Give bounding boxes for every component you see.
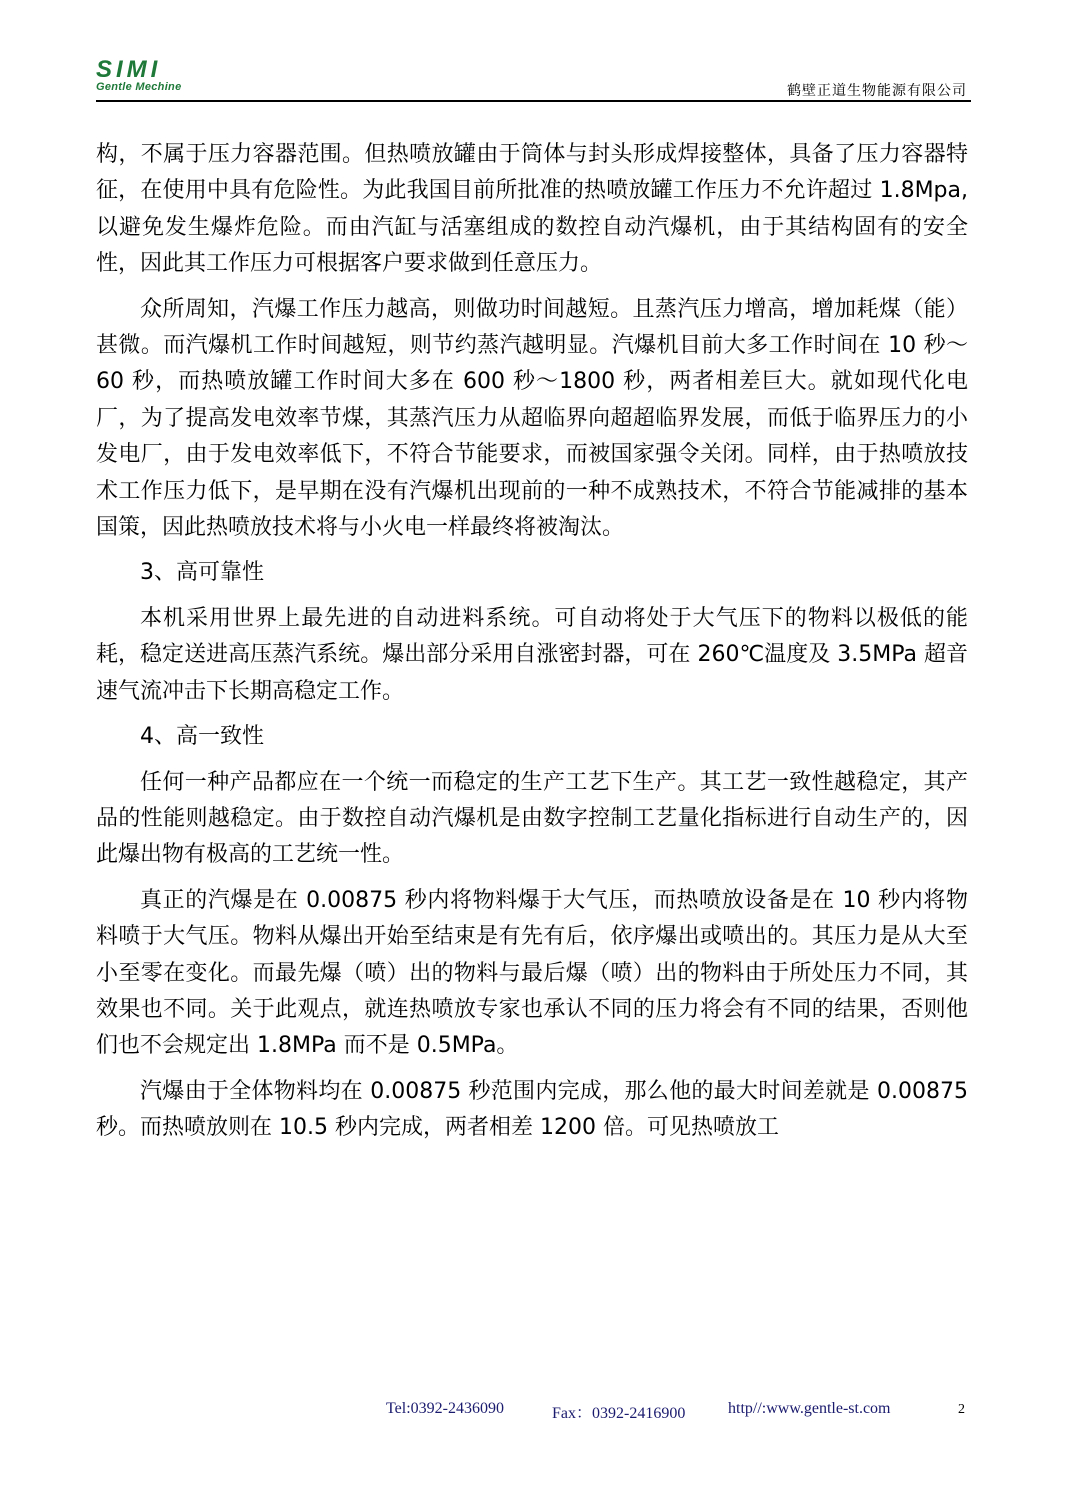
page-number: 2 (958, 1402, 965, 1417)
paragraph-3: 本机采用世界上最先进的自动进料系统。可自动将处于大气压下的物料以极低的能耗，稳定送进高压蒸汽系统。爆出部分采用自涨密封器，可在 260℃温度及 3.5MPa 超音速气流冲击下长期高稳定工作。 (96, 605, 968, 704)
paragraph-6: 汽爆由于全体物料均在 0.00875 秒范围内完成，那么他的最大时间差就是 0.00875 秒。而热喷放则在 10.5 秒内完成，两者相差 1200 倍。可见热喷放工 (96, 1078, 968, 1141)
footer-fax: Fax：0392-2416900 (552, 1405, 686, 1422)
paragraph-2: 众所周知，汽爆工作压力越高，则做功时间越短。且蒸汽压力增高，增加耗煤（能）甚微。而汽爆机工作时间越短，则节约蒸汽越明显。汽爆机目前大多工作时间在 10 秒～60 秒，而热喷放罐工作时间大多在 600 秒～1800 秒，两者相差巨大。就如现代化电厂，为了提高发电效率节煤，其蒸汽压力从超临界向超超临界发展，而低于临界压力的小发电厂，由于发电效率低下，不符合节能要求，而被国家强令关闭。同样，由于热喷放技术工作压力低下，是早期在没有汽爆机出现前的一种不成熟技术，不符合节能减排的基本国策，因此热喷放技术将与小火电一样最终将被淘汰。 (96, 296, 968, 541)
section-heading-consistency: 4、高一致性 (140, 724, 264, 750)
simi-logo-mark (96, 58, 206, 80)
page-footer (386, 1400, 976, 1422)
company-logo (96, 58, 206, 96)
logo-tagline: Gentle Mechine (96, 81, 182, 93)
logo-text: SIMI (96, 58, 162, 80)
document-body (96, 137, 968, 1147)
footer-url[interactable]: http//:www.gentle-st.com (728, 1400, 891, 1417)
company-name: 鹤壁正道生物能源有限公司 (787, 83, 967, 99)
footer-tel: Tel:0392-2436090 (386, 1400, 504, 1417)
section-heading-reliability: 3、高可靠性 (140, 560, 264, 586)
page-header (96, 52, 971, 102)
paragraph-5: 真正的汽爆是在 0.00875 秒内将物料爆于大气压，而热喷放设备是在 10 秒内将物料喷于大气压。物料从爆出开始至结束是有先有后，依序爆出或喷出的。其压力是从大至小至零在变化。而最先爆（喷）出的物料与最后爆（喷）出的物料由于所处压力不同，其效果也不同。关于此观点，就连热喷放专家也承认不同的压力将会有不同的结果，否则他们也不会规定出 1.8MPa 而不是 0.5MPa。 (96, 887, 968, 1059)
paragraph-1: 构，不属于压力容器范围。但热喷放罐由于筒体与封头形成焊接整体，具备了压力容器特征，在使用中具有危险性。为此我国目前所批准的热喷放罐工作压力不允许超过 1.8Mpa,以避免发生爆炸危险。而由汽缸与活塞组成的数控自动汽爆机，由于其结构固有的安全性，因此其工作压力可根据客户要求做到任意压力。 (96, 142, 968, 277)
paragraph-4: 任何一种产品都应在一个统一而稳定的生产工艺下生产。其工艺一致性越稳定，其产品的性能则越稳定。由于数控自动汽爆机是由数字控制工艺量化指标进行自动生产的，因此爆出物有极高的工艺统一性。 (96, 769, 968, 868)
